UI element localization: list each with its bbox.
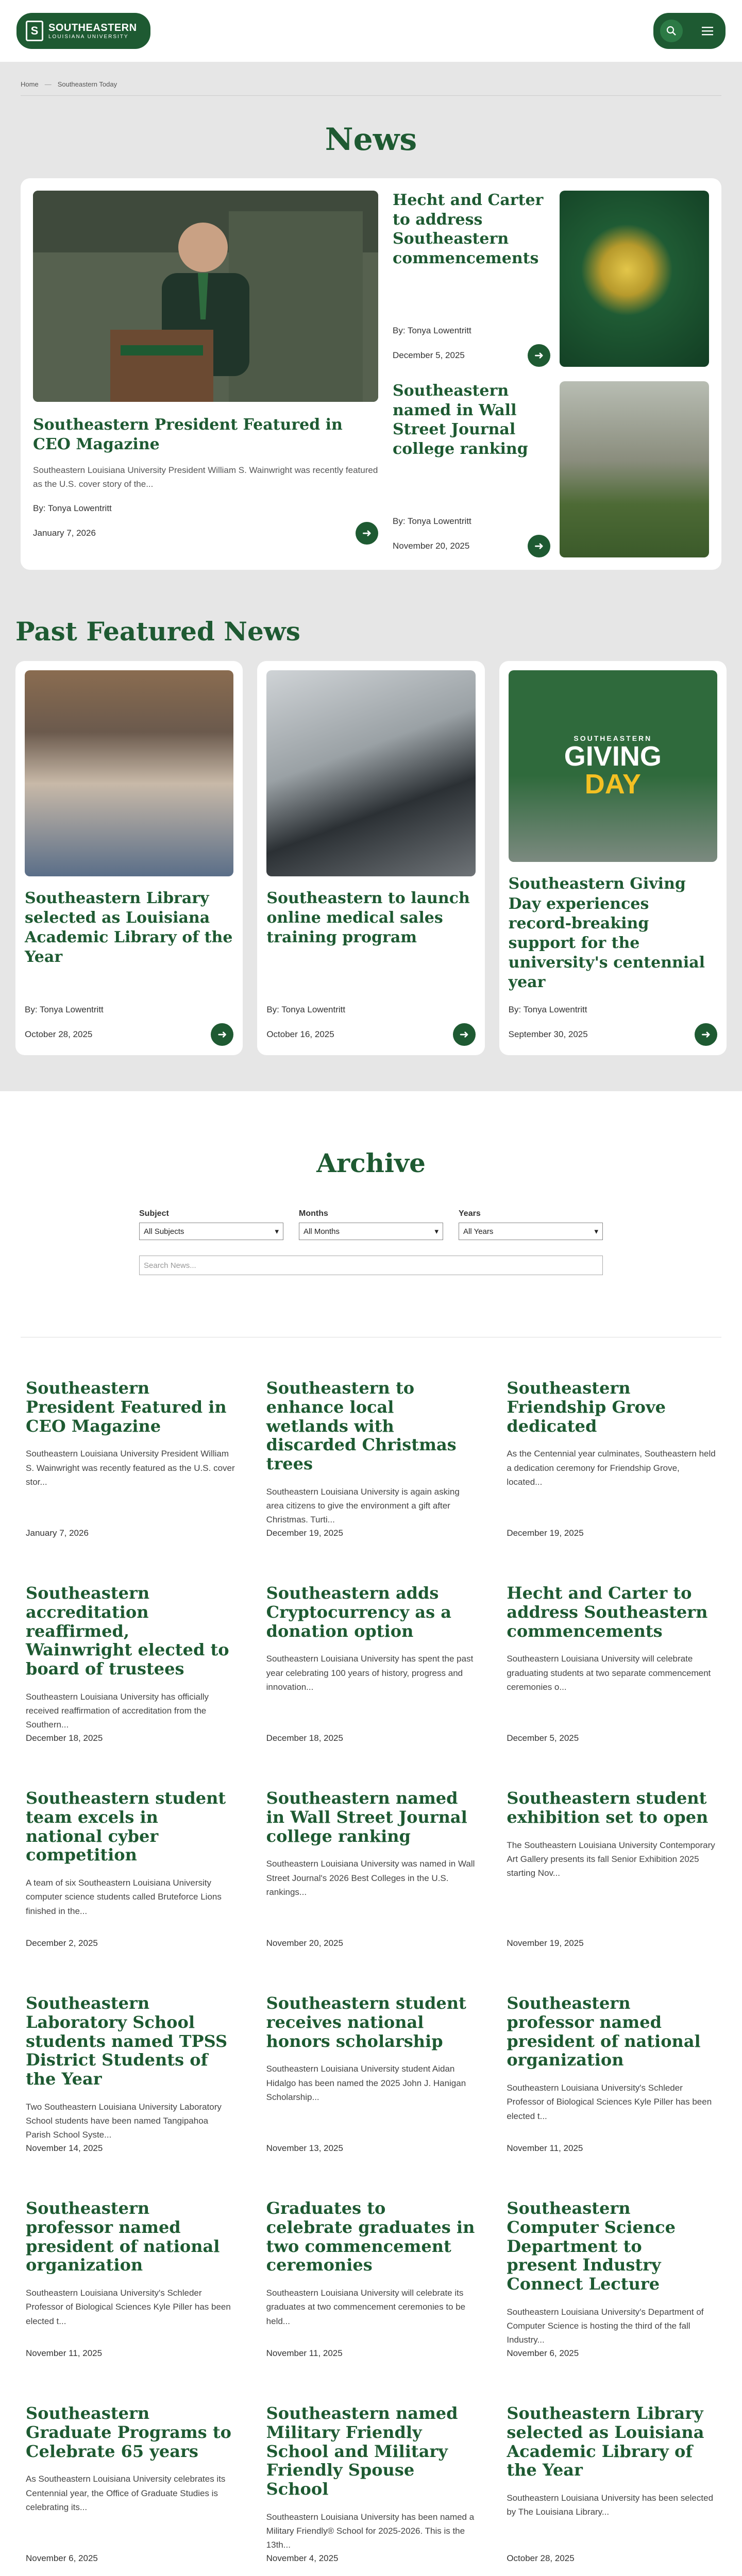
news-item-summary: Southeastern Louisiana University has been selected by The Louisiana Library...: [507, 2493, 714, 2517]
featured-side-read-more-button[interactable]: [528, 344, 550, 367]
subject-label: Subject: [139, 1209, 169, 1218]
arrow-right-icon: ➜: [534, 539, 544, 552]
featured-side-image: [560, 381, 709, 557]
past-featured-author: By: Tonya Lowentritt: [266, 1005, 346, 1014]
giving-day-word: GIVING: [564, 741, 662, 772]
news-list: [0, 1337, 742, 2576]
news-item-summary: Southeastern Louisiana University's Schleder Professor of Biological Sciences Kyle Piller has been elected t...: [507, 2083, 712, 2121]
news-item-title[interactable]: Southeastern Computer Science Department to present Industry Connect Lecture: [507, 2198, 676, 2294]
chevron-down-icon: ▾: [434, 1227, 439, 1236]
featured-main-image: [33, 191, 378, 402]
past-featured-image: [266, 670, 475, 876]
featured-side-author: By: Tonya Lowentritt: [393, 326, 471, 335]
news-item-summary: Southeastern Louisiana University President William S. Wainwright was recently featured as the U.S. cover stor...: [26, 1449, 235, 1487]
news-item-title[interactable]: Southeastern Library selected as Louisiana Academic Library of the Year: [507, 2403, 704, 2480]
news-item[interactable]: [507, 2363, 716, 2568]
months-select[interactable]: All Months ▾: [299, 1223, 443, 1240]
news-item[interactable]: [507, 1543, 716, 1748]
news-item-date: December 19, 2025: [507, 1528, 584, 1538]
news-item[interactable]: [266, 1337, 476, 1543]
news-item[interactable]: [26, 1337, 235, 1543]
past-featured-read-more-button[interactable]: [695, 1023, 717, 1046]
news-item[interactable]: [507, 2158, 716, 2363]
featured-side-list: [393, 191, 709, 557]
president-photo-icon: [33, 191, 378, 402]
news-item[interactable]: [266, 1953, 476, 2158]
past-featured-date: September 30, 2025: [508, 1029, 588, 1039]
chevron-down-icon: ▾: [594, 1227, 598, 1236]
hamburger-menu-icon: [702, 26, 713, 36]
arrow-right-icon: ➜: [459, 1028, 469, 1041]
featured-side-image: [560, 191, 709, 367]
breadcrumb-current: Southeastern Today: [57, 80, 117, 88]
news-item-title[interactable]: Southeastern to enhance local wetlands with discarded Christmas trees: [266, 1378, 457, 1474]
past-featured-title: Past Featured News: [15, 616, 300, 647]
past-featured-card[interactable]: [499, 661, 727, 1055]
featured-main-read-more-button[interactable]: [356, 522, 378, 545]
months-label: Months: [299, 1209, 328, 1218]
news-item-title[interactable]: Southeastern professor named president of national organization: [507, 1993, 701, 2070]
news-item-title[interactable]: Southeastern named in Wall Street Journal college ranking: [266, 1788, 467, 1846]
featured-main-card[interactable]: [33, 191, 378, 557]
featured-news: [21, 178, 721, 570]
arrow-right-icon: ➜: [534, 349, 544, 362]
news-item-title[interactable]: Southeastern student team excels in national cyber competition: [26, 1788, 226, 1865]
news-item-date: November 14, 2025: [26, 2143, 103, 2153]
past-featured-date: October 28, 2025: [25, 1029, 93, 1039]
news-item[interactable]: [26, 2158, 235, 2363]
past-featured-card-title[interactable]: Southeastern Library selected as Louisiana Academic Library of the Year: [25, 889, 233, 967]
news-item-date: November 6, 2025: [507, 2348, 579, 2358]
news-item-title[interactable]: Southeastern Laboratory School students named TPSS District Students of the Year: [26, 1993, 228, 2089]
past-featured-author: By: Tonya Lowentritt: [25, 1005, 104, 1014]
past-featured-date: October 16, 2025: [266, 1029, 334, 1039]
arrow-right-icon: ➜: [362, 527, 372, 540]
news-item-date: October 28, 2025: [507, 2553, 575, 2563]
news-item[interactable]: [26, 1748, 235, 1953]
past-featured-read-more-button[interactable]: [453, 1023, 476, 1046]
news-item-summary: A team of six Southeastern Louisiana University computer science students called Bruteforce Lions finished in the...: [26, 1878, 222, 1916]
news-item-summary: Southeastern Louisiana University was named in Wall Street Journal's 2026 Best Colleges in the U.S. rankings...: [266, 1859, 475, 1897]
news-item-title[interactable]: Southeastern Graduate Programs to Celebrate 65 years: [26, 2403, 231, 2461]
header-actions: [653, 13, 726, 49]
archive-title: Archive: [316, 1148, 426, 1178]
news-item[interactable]: [507, 1953, 716, 2158]
logo-subtitle: LOUISIANA UNIVERSITY: [48, 34, 129, 40]
news-item-date: January 7, 2026: [26, 1528, 89, 1538]
news-item-summary: Southeastern Louisiana University will celebrate graduating students at two separate commencement ceremonies o...: [507, 1654, 711, 1692]
past-featured-card[interactable]: [15, 661, 243, 1055]
featured-side-card[interactable]: [393, 381, 709, 557]
news-item-title[interactable]: Southeastern Friendship Grove dedicated: [507, 1378, 666, 1436]
news-item-summary: As the Centennial year culminates, Southeastern held a dedication ceremony for Friendship Grove, located...: [507, 1449, 716, 1487]
news-item-title[interactable]: Southeastern student exhibition set to open: [507, 1788, 709, 1827]
breadcrumb-home[interactable]: Home: [21, 80, 39, 88]
past-featured-card-title[interactable]: Southeastern to launch online medical sales training program: [266, 889, 470, 947]
news-item-date: December 18, 2025: [266, 1733, 343, 1743]
featured-main-author: By: Tonya Lowentritt: [33, 503, 112, 514]
news-item[interactable]: [26, 2363, 235, 2568]
arrow-right-icon: ➜: [701, 1028, 711, 1041]
featured-main-summary: Southeastern Louisiana University President William S. Wainwright was recently featured as the U.S. cover story of the...: [33, 465, 378, 489]
featured-side-date: December 5, 2025: [393, 350, 465, 360]
site-logo[interactable]: [16, 13, 150, 49]
news-item-summary: Southeastern Louisiana University student Aidan Hidalgo has been named the 2025 John J. Hanigan Scholarship...: [266, 2064, 466, 2102]
archive-filters: [139, 1209, 603, 1240]
breadcrumb-separator-icon: —: [44, 80, 52, 88]
news-item-title[interactable]: Graduates to celebrate graduates in two commencement ceremonies: [266, 2198, 475, 2275]
news-item-date: November 11, 2025: [26, 2348, 103, 2358]
news-item-date: December 5, 2025: [507, 1733, 579, 1743]
news-item-title[interactable]: Hecht and Carter to address Southeastern commencements: [507, 1583, 708, 1641]
past-featured-read-more-button[interactable]: [211, 1023, 233, 1046]
news-item-summary: Southeastern Louisiana University has officially received reaffirmation of accreditation from the Southern...: [26, 1691, 209, 1730]
giving-day-day: DAY: [584, 769, 641, 800]
news-item[interactable]: [266, 1748, 476, 1953]
past-featured-image: [25, 670, 233, 876]
news-item[interactable]: [266, 1543, 476, 1748]
menu-button[interactable]: [696, 20, 719, 42]
news-item-title[interactable]: Southeastern student receives national honors scholarship: [266, 1993, 466, 2051]
page-title: News: [325, 122, 417, 158]
news-item-date: December 18, 2025: [26, 1733, 103, 1743]
logo-name: SOUTHEASTERN: [48, 22, 137, 33]
archive-section: [0, 1091, 742, 2576]
years-select[interactable]: All Years ▾: [459, 1223, 603, 1240]
news-item-date: November 11, 2025: [266, 2348, 343, 2358]
news-item-date: November 19, 2025: [507, 1938, 584, 1948]
news-item-summary: Southeastern Louisiana University is again asking area citizens to give the environment a gift after Christmas. Turti...: [266, 1486, 460, 1525]
news-search-input[interactable]: Search News...: [139, 1256, 603, 1275]
news-item[interactable]: [26, 1543, 235, 1748]
logo-mark-icon: S: [26, 21, 43, 41]
news-item-title[interactable]: Southeastern accreditation reaffirmed, Wainwright elected to board of trustees: [26, 1583, 229, 1679]
featured-side-read-more-button[interactable]: [528, 535, 550, 557]
news-item[interactable]: [266, 2568, 476, 2576]
giving-day-kicker: SOUTHEASTERN: [574, 734, 652, 743]
news-item-title[interactable]: Southeastern professor named president of national organization: [26, 2198, 220, 2275]
news-item-summary: Southeastern Louisiana University's Schleder Professor of Biological Sciences Kyle Piller has been elected t...: [26, 2288, 231, 2326]
past-featured-image: [509, 670, 717, 862]
news-item-summary: Southeastern Louisiana University will celebrate its graduates at two commencement ceremonies to be held...: [266, 2288, 466, 2326]
news-item[interactable]: [507, 1337, 716, 1543]
news-item-date: November 11, 2025: [507, 2143, 583, 2153]
news-item-summary: The Southeastern Louisiana University Contemporary Art Gallery presents its fall Senior Exhibition 2025 starting Nov...: [507, 1840, 715, 1878]
news-item-summary: Two Southeastern Louisiana University Laboratory School students have been named Tangipahoa Parish School Syste...: [26, 2102, 222, 2140]
news-item-summary: Southeastern Louisiana University's Department of Computer Science is hosting the third of the fall Industry...: [507, 2307, 704, 2345]
featured-side-card[interactable]: [393, 191, 709, 367]
featured-side-author: By: Tonya Lowentritt: [393, 516, 471, 526]
news-item-title[interactable]: Southeastern adds Cryptocurrency as a donation option: [266, 1583, 452, 1641]
news-item-summary: Southeastern Louisiana University has spent the past year celebrating 100 years of history, progress and innovation...: [266, 1654, 474, 1692]
news-item-date: December 19, 2025: [266, 1528, 343, 1538]
years-label: Years: [459, 1209, 481, 1218]
news-item[interactable]: [507, 1748, 716, 1953]
news-item-title[interactable]: Southeastern President Featured in CEO Magazine: [26, 1378, 227, 1436]
search-button[interactable]: [660, 20, 683, 42]
news-item-summary: As Southeastern Louisiana University celebrates its Centennial year, the Office of Graduate Studies is celebrating its...: [26, 2474, 226, 2512]
past-featured-author: By: Tonya Lowentritt: [508, 1005, 587, 1014]
past-featured-list: [0, 661, 742, 1055]
news-item-date: December 2, 2025: [26, 1938, 98, 1948]
news-item-date: November 6, 2025: [26, 2553, 98, 2563]
breadcrumb: [0, 62, 742, 95]
news-item-date: November 13, 2025: [266, 2143, 343, 2153]
news-item[interactable]: [266, 2363, 476, 2568]
featured-side-date: November 20, 2025: [393, 541, 470, 551]
news-item[interactable]: [507, 2568, 716, 2576]
featured-main-title[interactable]: Southeastern President Featured in CEO Magazine: [33, 416, 343, 453]
news-item-date: November 4, 2025: [266, 2553, 339, 2563]
past-featured-card-title[interactable]: Southeastern Giving Day experiences record-breaking support for the university's centennial year: [508, 875, 705, 991]
featured-side-title[interactable]: Southeastern named in Wall Street Journal college ranking: [393, 382, 528, 458]
site-header: [0, 0, 742, 62]
arrow-right-icon: ➜: [217, 1028, 227, 1041]
featured-zone: [0, 62, 742, 1091]
featured-main-date: January 7, 2026: [33, 528, 96, 538]
news-item-title[interactable]: Southeastern named Military Friendly School and Military Friendly Spouse School: [266, 2403, 458, 2499]
subject-select[interactable]: All Subjects ▾: [139, 1223, 283, 1240]
news-item[interactable]: [26, 1953, 235, 2158]
featured-side-title[interactable]: Hecht and Carter to address Southeastern commencements: [393, 191, 544, 267]
chevron-down-icon: ▾: [275, 1227, 279, 1236]
news-item-summary: Southeastern Louisiana University has been named a Military Friendly® School for 2025-2026. This is the 13th...: [266, 2512, 475, 2550]
news-item-date: November 20, 2025: [266, 1938, 343, 1948]
past-featured-card[interactable]: [257, 661, 484, 1055]
news-item[interactable]: [266, 2158, 476, 2363]
news-item[interactable]: [26, 2568, 235, 2576]
search-icon: [666, 26, 677, 36]
